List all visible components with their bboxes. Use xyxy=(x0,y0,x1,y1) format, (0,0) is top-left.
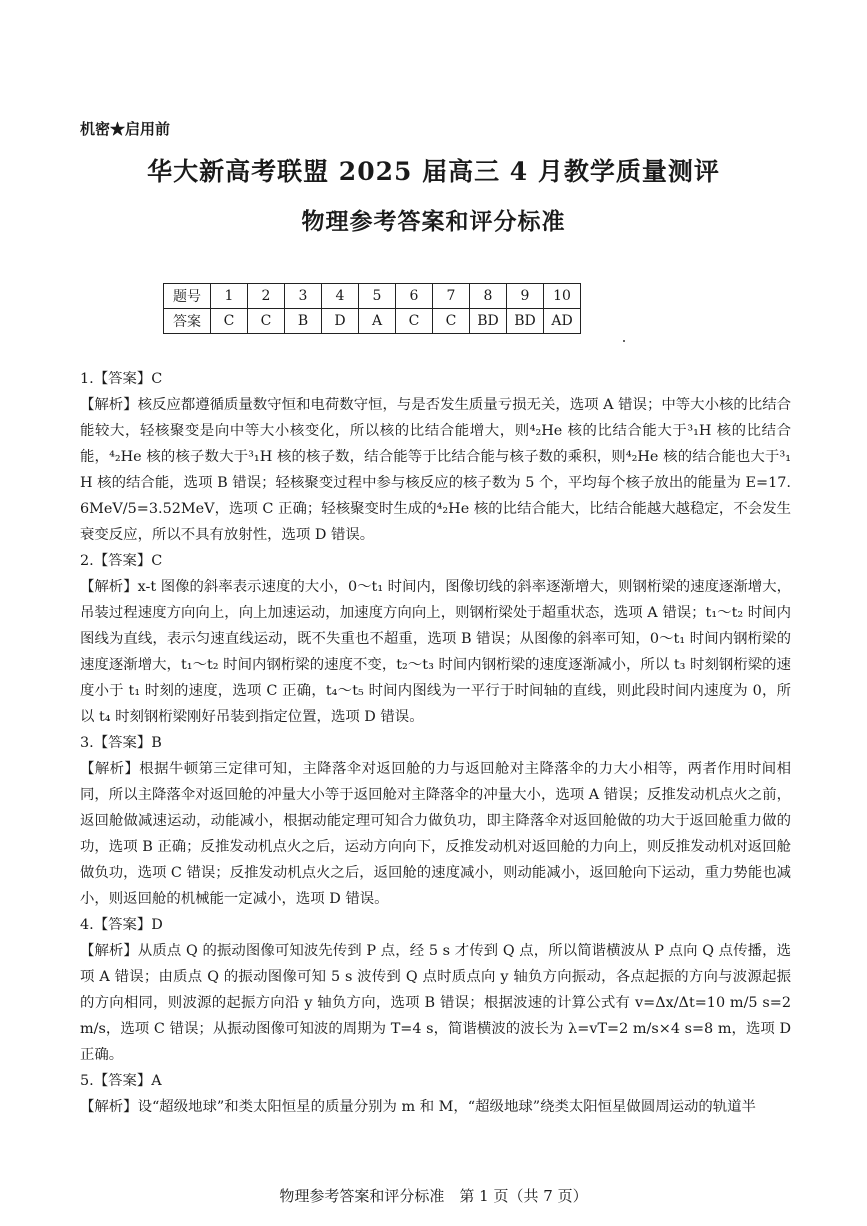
answer-cell: C xyxy=(433,309,470,334)
question-number-cell: 1 xyxy=(211,284,248,309)
explanation-paragraph: 【解析】根据牛顿第三定律可知，主降落伞对返回舱的力与返回舱对主降落伞的力大小相等，两者作用时间相同，所以主降落伞对返回舱的冲量大小等于返回舱对主降落伞的冲量大小，选项 A 错误；反推发动机点火之前，返回舱做减速运动，动能减小，根据动能定理可知合力做负功，即主降落伞对返回舱做的功大于返回舱重力做的功，选项 B 正确；反推发动机点火之后，运动方向向下，反推发动机对返回舱的力向上，则反推发动机对返回舱做负功，选项 C 错误；反推发动机点火之后，返回舱的速度减小，则动能减小，返回舱向下运动，重力势能也减小，则返回舱的机械能一定减小，选项 D 错误。 xyxy=(80,761,791,907)
answer-table-answer-row xyxy=(164,309,581,334)
question-number-cell: 8 xyxy=(470,284,507,309)
answer-cell: C xyxy=(211,309,248,334)
explanation-paragraph: 【解析】核反应都遵循质量数守恒和电荷数守恒，与是否发生质量亏损无关，选项 A 错误；中等大小核的比结合能较大，轻核聚变是向中等大小核变化，所以核的比结合能增大，则⁴₂He 核的比结合能大于³₁H 核的比结合能，⁴₂He 核的核子数大于³₁H 核的核子数，结合能等于比结合能与核子数的乘积，则⁴₂He 核的结合能也大于³₁H 核的结合能，选项 B 错误；轻核聚变过程中参与核反应的核子数为 5 个，平均每个核子放出的能量为 E=17.6MeV/5=3.52MeV，选项 C 正确；轻核聚变时生成的⁴₂He 核的比结合能大，比结合能越大越稳定，不会发生衰变反应，所以不具有放射性，选项 D 错误。 xyxy=(80,397,791,543)
answer-cell: BD xyxy=(507,309,544,334)
question-number-cell: 5 xyxy=(359,284,396,309)
question-number-cell: 7 xyxy=(433,284,470,309)
question-number-cell: 4 xyxy=(322,284,359,309)
answer-cell: BD xyxy=(470,309,507,334)
question-number-cell: 2 xyxy=(248,284,285,309)
answer-line: 2.【答案】C xyxy=(80,553,163,569)
solutions-body xyxy=(80,366,791,1120)
question-number-cell: 9 xyxy=(507,284,544,309)
page-subtitle: 物理参考答案和评分标准 xyxy=(301,208,566,235)
answer-cell: AD xyxy=(544,309,581,334)
explanation-paragraph: 【解析】设“超级地球”和类太阳恒星的质量分别为 m 和 M，“超级地球”绕类太阳恒星做圆周运动的轨道半 xyxy=(80,1099,756,1115)
explanation-paragraph: 【解析】从质点 Q 的振动图像可知波先传到 P 点，经 5 s 才传到 Q 点，所以简谐横波从 P 点向 Q 点传播，选项 A 错误；由质点 Q 的振动图像可知 5 s 波传到 Q 点时质点向 y 轴负方向振动，各点起振的方向与波源起振的方向相同，则波源的起振方向沿 y 轴负方向，选项 B 错误；根据波速的计算公式有 v=Δx/Δt=10 m/5 s=2 m/s，选项 C 错误；从振动图像可知波的周期为 T=4 s，简谐横波的波长为 λ=vT=2 m/s×4 s=8 m，选项 D 正确。 xyxy=(80,943,791,1063)
answer-line: 5.【答案】A xyxy=(80,1073,162,1089)
answer-line: 4.【答案】D xyxy=(80,917,163,933)
page-title: 华大新高考联盟 2025 届高三 4 月教学质量测评 xyxy=(147,157,720,186)
answer-line: 1.【答案】C xyxy=(80,371,163,387)
table-header-cell: 题号 xyxy=(164,284,211,309)
explanation-paragraph: 【解析】x-t 图像的斜率表示速度的大小，0～t₁ 时间内，图像切线的斜率逐渐增大，则钢桁梁的速度逐渐增大，吊装过程速度方向向上，向上加速运动，加速度方向向上，则钢桁梁处于超重状态，选项 A 错误；t₁～t₂ 时间内图线为直线，表示匀速直线运动，既不失重也不超重，选项 B 错误；从图像的斜率可知，0～t₁ 时间内钢桁梁的速度逐渐增大，t₁～t₂ 时间内钢桁梁的速度不变，t₂～t₃ 时间内钢桁梁的速度逐渐减小，所以 t₃ 时刻钢桁梁的速度小于 t₁ 时刻的速度，选项 C 正确，t₄～t₅ 时间内图线为一平行于时间轴的直线，则此段时间内速度为 0，所以 t₄ 时刻钢桁梁刚好吊装到指定位置，选项 D 错误。 xyxy=(80,579,791,725)
question-number-cell: 10 xyxy=(544,284,581,309)
question-number-cell: 6 xyxy=(396,284,433,309)
answer-cell: A xyxy=(359,309,396,334)
answer-table xyxy=(163,283,581,334)
answer-cell: B xyxy=(285,309,322,334)
solution-item xyxy=(80,548,791,730)
solution-item xyxy=(80,912,791,1068)
answer-table-number-row xyxy=(164,284,581,309)
solution-item xyxy=(80,730,791,912)
answer-cell: C xyxy=(396,309,433,334)
table-header-cell: 答案 xyxy=(164,309,211,334)
answer-cell: C xyxy=(248,309,285,334)
answer-line: 3.【答案】B xyxy=(80,735,162,751)
question-number-cell: 3 xyxy=(285,284,322,309)
page-footer: 物理参考答案和评分标准 第 1 页（共 7 页） xyxy=(279,1187,588,1205)
answer-cell: D xyxy=(322,309,359,334)
solution-item xyxy=(80,366,791,548)
confidential-mark: 机密★启用前 xyxy=(80,120,171,138)
solution-item xyxy=(80,1068,791,1120)
scan-speck xyxy=(623,340,625,342)
